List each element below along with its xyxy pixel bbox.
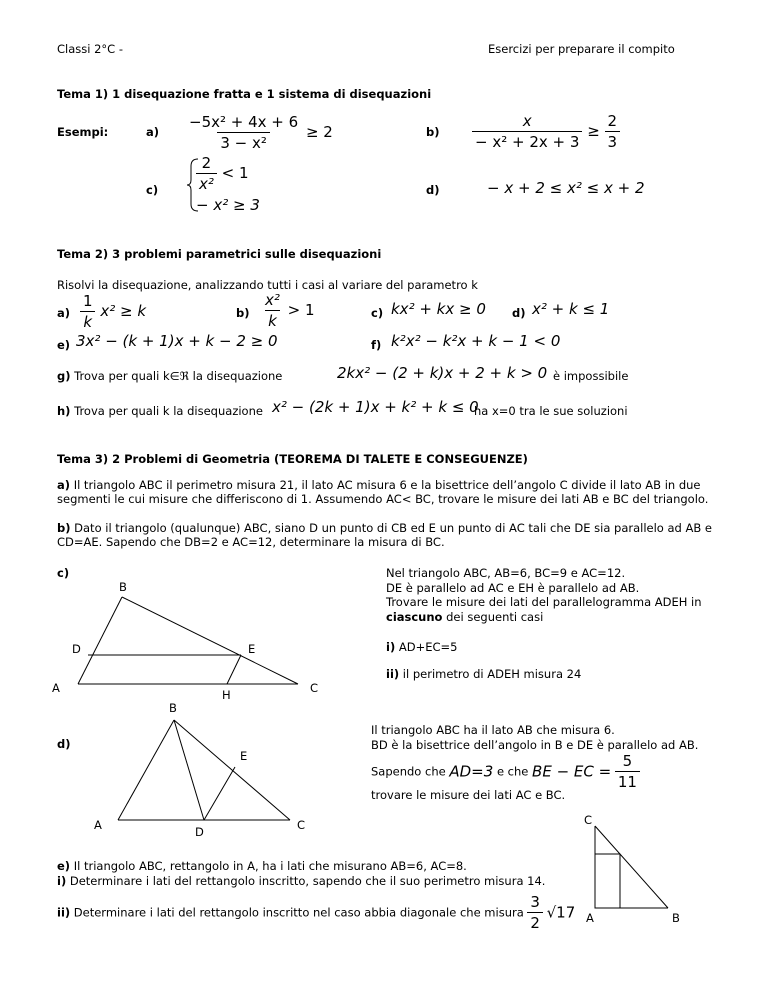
side-bc (595, 826, 668, 908)
tema1-a-label: a) (146, 125, 160, 139)
point-d: D (72, 642, 81, 656)
point-b: B (119, 580, 127, 594)
segment-de (204, 767, 235, 820)
point-e: E (240, 749, 248, 763)
side-ab (118, 720, 174, 820)
tema3-c-label: c) (57, 566, 70, 580)
tema1-a-expr: $\frac{\text{−5x² + 4x + 6}}{\text{3 − x²}}$ ≥ 2 (189, 113, 333, 152)
tema2-a-label: a) (57, 306, 71, 320)
tema2-h-expr: x² − (2k + 1)x + k² + k ≤ 0 (272, 398, 479, 416)
tema3-c-text: Nel triangolo ABC, AB=6, BC=9 e AC=12. DE è parallelo ad AC e EH è parallelo ad AB. Trovare le misure dei lati del parallelogramma ADEH in ciascuno dei seguenti casi (386, 566, 702, 624)
bisector-bd (174, 720, 204, 820)
tema2-e-label: e) (57, 338, 71, 352)
tema2-h-end: ha x=0 tra le sue soluzioni (474, 404, 628, 418)
point-a: A (586, 911, 594, 925)
point-e: E (248, 642, 256, 656)
tema2-d-expr: x² + k ≤ 1 (532, 300, 610, 318)
tema3-e-i: i) Determinare i lati del rettangolo inscritto, sapendo che il suo perimetro misura 14. (57, 874, 546, 888)
tema2-c-label: c) (371, 306, 384, 320)
tema3-e-ii: ii) Determinare i lati del rettangolo inscritto nel caso abbia diagonale che misura $\frac{3}{2}$ √17 (57, 893, 576, 932)
tema3-d-label: d) (57, 737, 71, 751)
tema1-title: Tema 1) 1 disequazione fratta e 1 sistema di disequazioni (57, 87, 432, 101)
side-bc (174, 720, 290, 820)
point-b: B (169, 701, 177, 715)
esempi-label: Esempi: (57, 125, 109, 139)
tema1-d-expr: − x + 2 ≤ x² ≤ x + 2 (487, 179, 645, 197)
tema3-e: e) Il triangolo ABC, rettangolo in A, ha i lati che misurano AB=6, AC=8. (57, 859, 467, 873)
tema2-c-expr: kx² + kx ≥ 0 (391, 300, 486, 318)
tema3-c-ii: ii) il perimetro di ADEH misura 24 (386, 667, 582, 681)
point-c: C (310, 681, 319, 695)
tema2-f-expr: k²x² − k²x + k − 1 < 0 (391, 332, 561, 350)
point-d: D (195, 825, 204, 839)
tema2-intro: Risolvi la disequazione, analizzando tutti i casi al variare del parametro k (57, 278, 478, 292)
tema1-d-label: d) (426, 183, 440, 197)
figure-d (80, 698, 330, 840)
tema2-d-label: d) (512, 306, 526, 320)
tema1-c-label: c) (146, 183, 159, 197)
tema2-g-end: è impossibile (553, 369, 629, 383)
header-right: Esercizi per preparare il compito (488, 42, 675, 56)
point-c: C (297, 818, 306, 832)
header-left: Classi 2°C - (57, 42, 124, 56)
point-h: H (222, 688, 231, 702)
tema1-c-line1: $\frac{2}{\text{x²}}$ < 1 (196, 154, 249, 193)
inscribed-rectangle (595, 854, 620, 908)
tema2-h: h) Trova per quali k la disequazione (57, 404, 263, 418)
tema3-b: b) Dato il triangolo (qualunque) ABC, siano D un punto di CB ed E un punto di AC tali che DE sia parallelo ad AB e CD=AE. Sapendo che DB=2 e AC=12, determinare la misura di BC. (57, 521, 712, 549)
point-a: A (94, 818, 102, 832)
tema3-d-line4: trovare le misure dei lati AC e BC. (371, 788, 566, 802)
point-a: A (52, 681, 60, 695)
tema2-b-label: b) (236, 306, 250, 320)
tema2-title: Tema 2) 3 problemi parametrici sulle disequazioni (57, 247, 382, 261)
tema2-e-expr: 3x² − (k + 1)x + k − 2 ≥ 0 (76, 332, 278, 350)
side-bc (122, 597, 298, 684)
figure-e (574, 810, 694, 930)
tema2-f-label: f) (371, 338, 382, 352)
point-c: C (584, 813, 593, 827)
tema3-title: Tema 3) 2 Problemi di Geometria (TEOREMA DI TALETE E CONSEGUENZE) (57, 452, 528, 466)
tema3-d-line3: Sapendo che AD=3 e che BE − EC = $\frac{5}{11}$ (371, 752, 640, 791)
tema1-b-expr: $\frac{x}{\text{− x² + 2x + 3}}$ ≥ $\frac{2}{3}$ (472, 112, 620, 151)
tema2-b-expr: $\frac{\text{x²}}{k}$ > 1 (265, 291, 315, 330)
point-b: B (672, 911, 680, 925)
tema2-g-expr: 2kx² − (2 + k)x + 2 + k > 0 (337, 364, 548, 382)
tema2-g: g) Trova per quali k∈ℜ la disequazione (57, 369, 283, 383)
tema3-c-i: i) AD+EC=5 (386, 640, 458, 654)
tema1-b-label: b) (426, 125, 440, 139)
figure-c (40, 575, 340, 705)
side-ab (78, 597, 122, 684)
tema3-a: a) Il triangolo ABC il perimetro misura 21, il lato AC misura 6 e la bisettrice dell’angolo C divide il lato AB in due segmenti le cui misure che differiscono di 1. Assumendo AC< BC, trovare le misure dei lati AB e BC del triangolo. (57, 478, 709, 506)
segment-eh (227, 655, 241, 684)
tema2-a-expr: $\frac{1}{k}$ x² ≥ k (80, 292, 146, 331)
tema3-d-text: Il triangolo ABC ha il lato AB che misura 6. BD è la bisettrice dell’angolo in B e DE è parallelo ad AB. (371, 723, 699, 752)
tema1-c-line2: − x² ≥ 3 (196, 196, 260, 214)
